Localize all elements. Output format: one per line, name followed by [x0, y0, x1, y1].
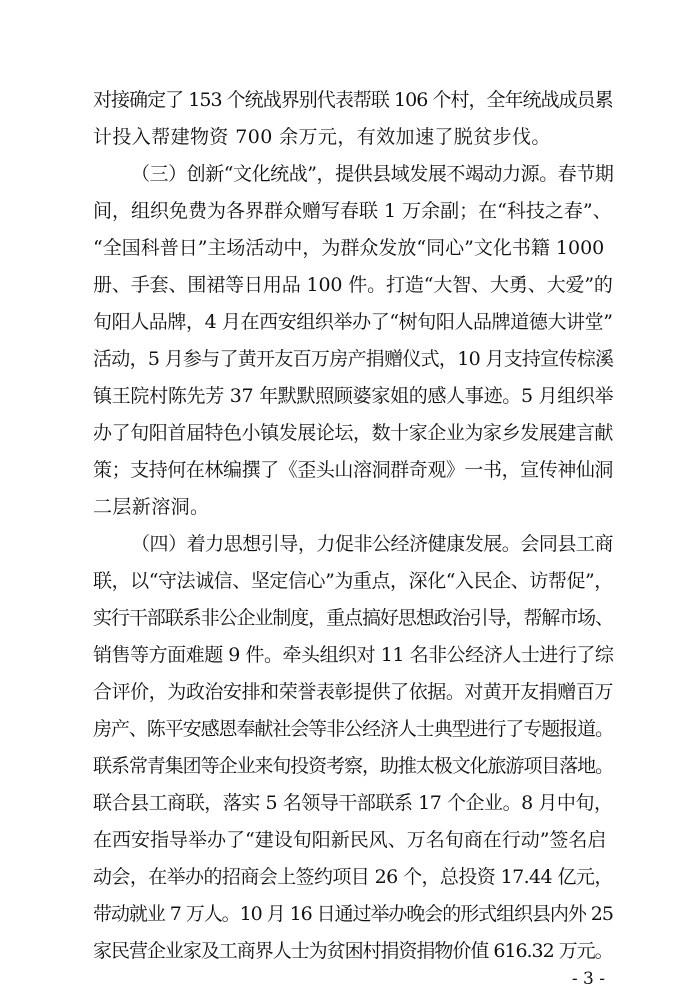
text-line: 活动，5 月参与了黄开友百万房产捐赠仪式，10 月支持宣传棕溪: [93, 348, 614, 370]
text-line: “全国科普日”主场活动中，为群众发放“同心”文化书籍 1000: [93, 237, 605, 259]
text-line: 册、手套、围裙等日用品 100 件。打造“大智、大勇、大爱”的: [93, 274, 613, 296]
text-line: 二层新溶洞。: [93, 496, 210, 518]
text-line: 合评价，为政治安排和荣誉表彰提供了依据。对黄开友捐赠百万: [93, 681, 614, 703]
text-line: 房产、陈平安感恩奉献社会等非公经济人士典型进行了专题报道。: [93, 718, 614, 740]
text-line: 联系常青集团等企业来旬投资考察，助推太极文化旅游项目落地。: [93, 755, 614, 777]
text-line: 联合县工商联，落实 5 名领导干部联系 17 个企业。8 月中旬，: [93, 792, 613, 814]
text-line: 间，组织免费为各界群众赠写春联 1 万余副；在“科技之春”、: [93, 200, 612, 222]
text-line: 镇王院村陈先芳 37 年默默照顾婆家姐的感人事迹。5 月组织举: [93, 385, 614, 407]
text-line: 实行干部联系非公企业制度，重点搞好思想政治引导，帮解市场、: [93, 607, 614, 629]
text-line: 在西安指导举办了“建设旬阳新民风、万名旬商在行动”签名启: [93, 829, 607, 851]
text-line: 家民营企业家及工商界人士为贫困村捐资捐物价值 616.32 万元。: [93, 940, 613, 962]
text-line: 销售等方面难题 9 件。牵头组织对 11 名非公经济人士进行了综: [93, 644, 614, 666]
text-line: 带动就业 7 万人。10 月 16 日通过举办晚会的形式组织县内外 25: [93, 903, 613, 925]
section-3-heading-line: （三）创新“文化统战”，提供县域发展不竭动力源。春节期: [131, 163, 614, 185]
text-line: 计投入帮建物资 700 余万元，有效加速了脱贫步伐。: [93, 126, 551, 148]
page-number: - 3 -: [571, 969, 605, 989]
text-line: 办了旬阳首届特色小镇发展论坛，数十家企业为家乡发展建言献: [93, 422, 614, 444]
section-4-heading-line: （四）着力思想引导，力促非公经济健康发展。会同县工商: [131, 533, 614, 555]
text-line: 动会，在举办的招商会上签约项目 26 个，总投资 17.44 亿元，: [93, 866, 613, 888]
text-line: 对接确定了 153 个统战界别代表帮联 106 个村，全年统战成员累: [93, 89, 613, 111]
text-line: 策；支持何在林编撰了《歪头山溶洞群奇观》一书，宣传神仙洞: [93, 459, 614, 481]
text-line: 旬阳人品牌，4 月在西安组织举办了“树旬阳人品牌道德大讲堂”: [93, 311, 613, 333]
text-line: 联，以“守法诚信、坚定信心”为重点，深化“入民企、访帮促”，: [93, 570, 613, 592]
